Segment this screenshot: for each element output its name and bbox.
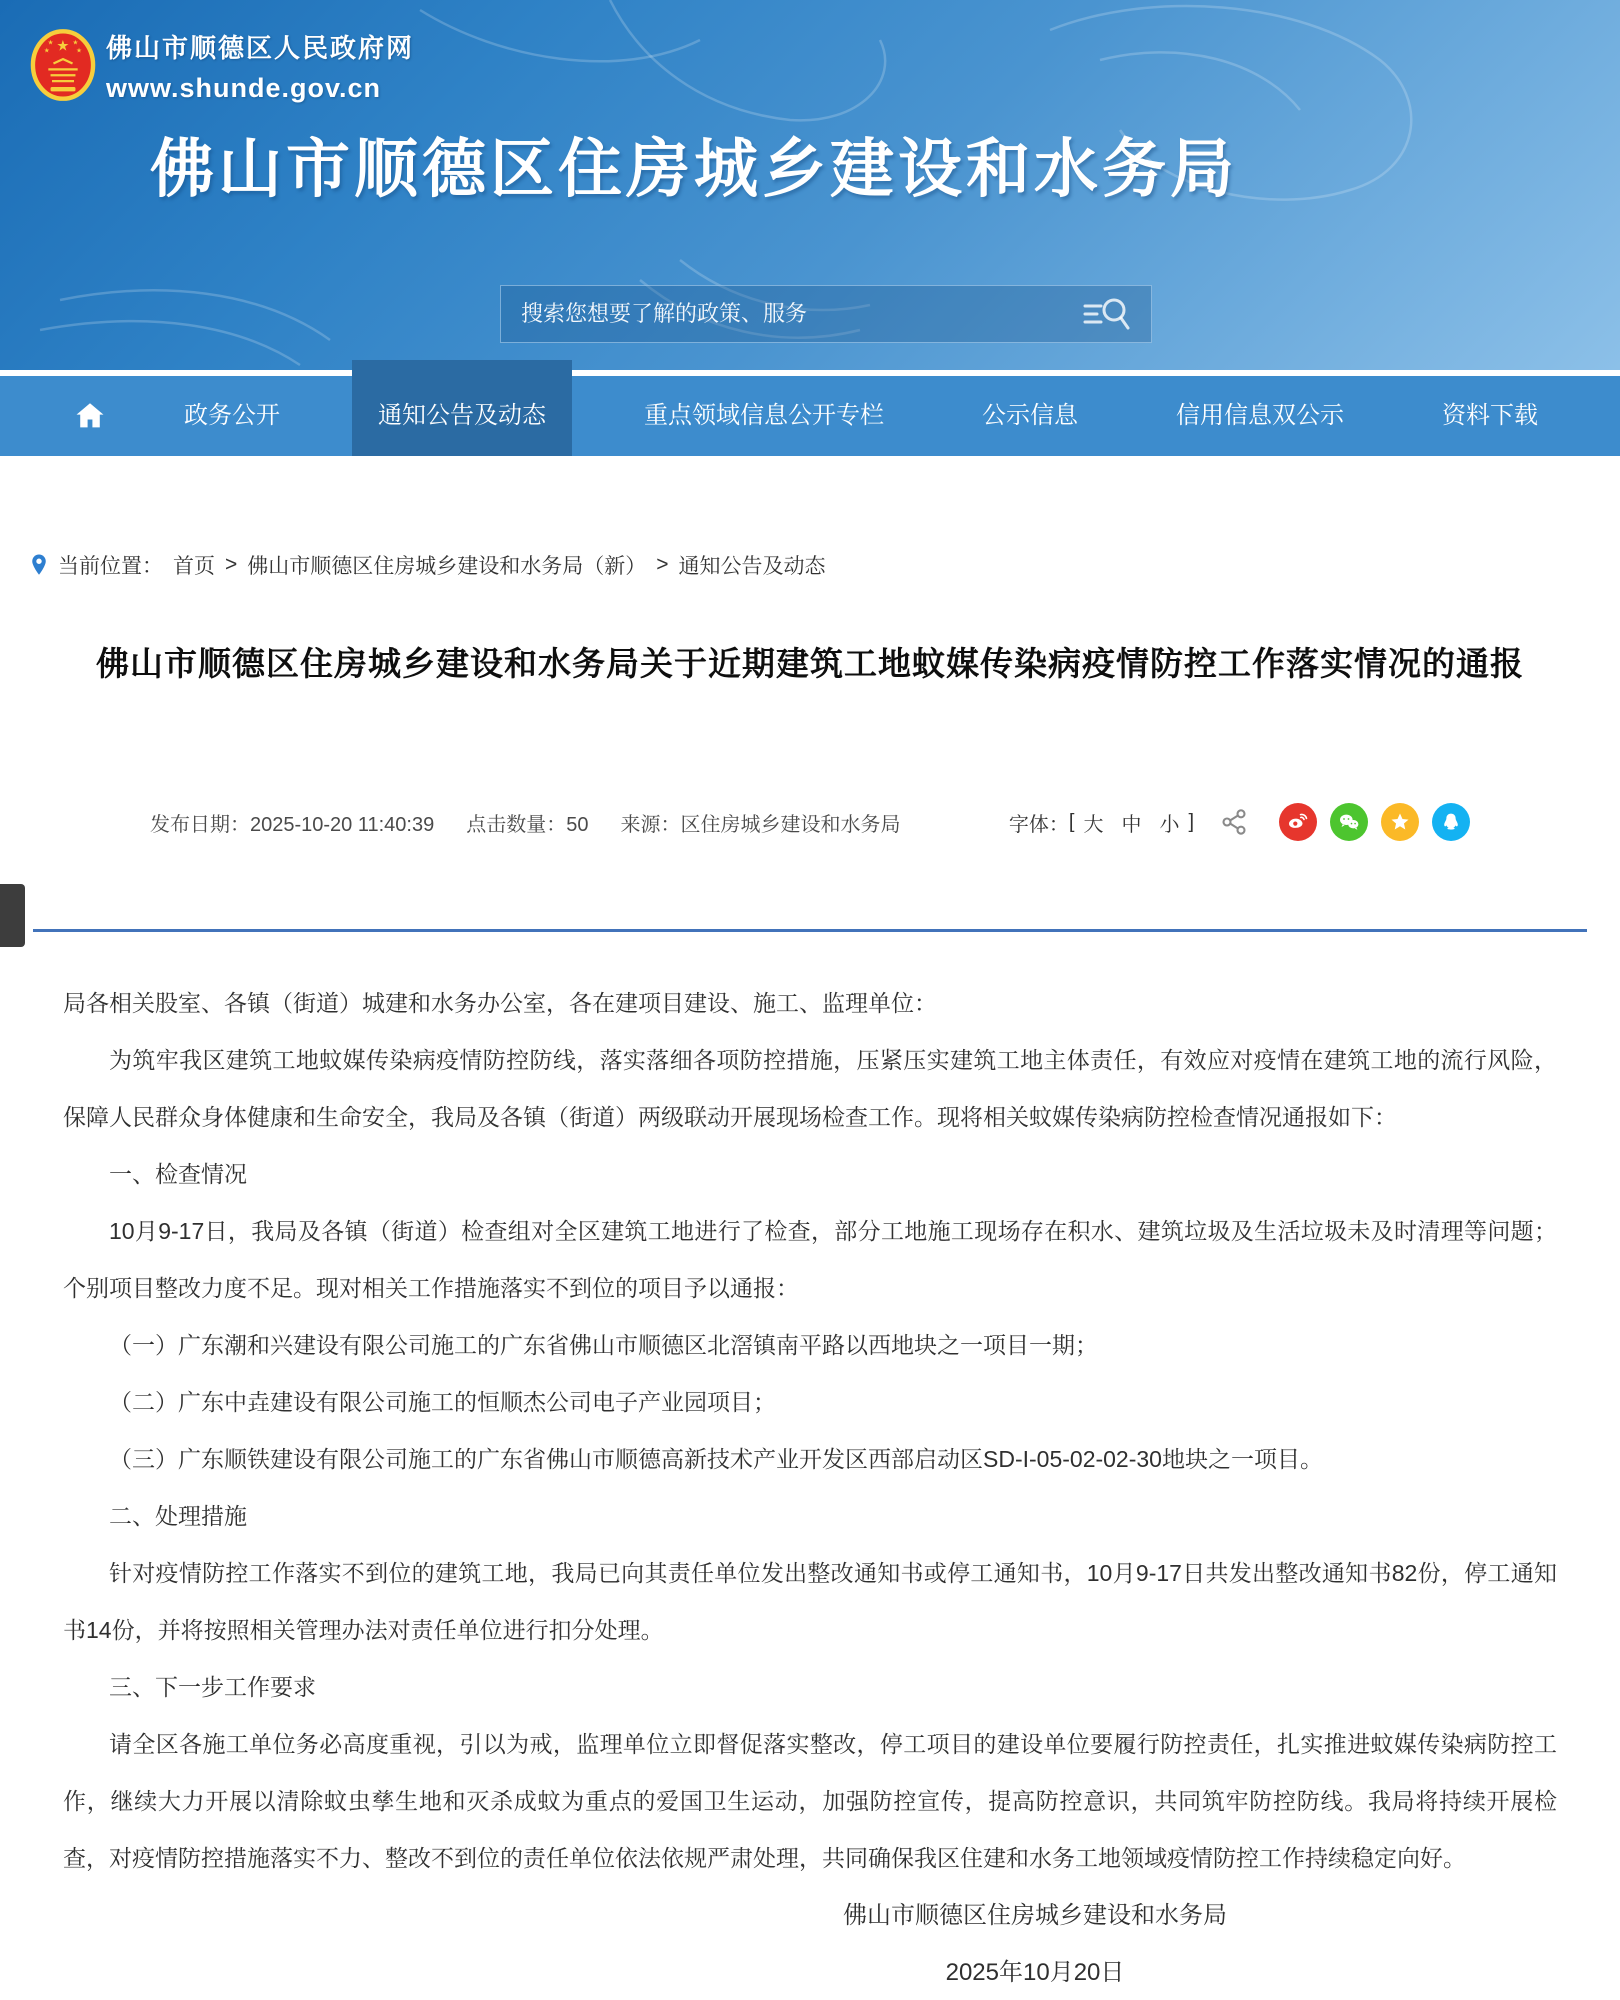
breadcrumb-link[interactable]: 通知公告及动态	[678, 555, 826, 578]
svg-text:★: ★	[56, 38, 70, 55]
breadcrumb-link[interactable]: 首页	[173, 555, 215, 578]
article-paragraph: 三、下一步工作要求	[109, 1674, 316, 1700]
publish-date-label: 发布日期：	[150, 813, 250, 836]
nav-items	[112, 376, 1610, 456]
site-header	[0, 0, 1620, 370]
banner-title: 佛山市顺德区住房城乡建设和水务局	[150, 133, 1238, 205]
svg-text:★: ★	[47, 39, 54, 47]
font-size-medium-button[interactable]: 中	[1121, 813, 1142, 836]
svg-text:★: ★	[76, 47, 83, 55]
side-widget-bar	[0, 884, 25, 947]
font-bracket-close: ]	[1188, 810, 1194, 833]
article-paragraph: （一）广东潮和兴建设有限公司施工的广东省佛山市顺德区北滘镇南平路以西地块之一项目一期；	[109, 1332, 1098, 1358]
nav-item[interactable]: 公示信息	[982, 402, 1078, 429]
article-paragraphs	[63, 975, 1557, 1887]
article-paragraph: 针对疫情防控工作落实不到位的建筑工地，我局已向其责任单位发出整改通知书或停工通知书，10月9-17日共发出整改通知书82份，停工通知书14份，并将按照相关管理办法对责任单位进行扣分处理。	[63, 1560, 1557, 1643]
breadcrumb-separator: >	[656, 553, 669, 576]
article-paragraph: 二、处理措施	[109, 1503, 247, 1529]
title-divider-line	[33, 929, 1587, 932]
qzone-icon[interactable]	[1381, 803, 1419, 841]
article-paragraph: 为筑牢我区建筑工地蚊媒传染病疫情防控防线，落实落细各项防控措施，压紧压实建筑工地主体责任，有效应对疫情在建筑工地的流行风险，保障人民群众身体健康和生命安全，我局及各镇（街道）两级联动开展现场检查工作。现将相关蚊媒传染病防控检查情况通报如下：	[63, 1047, 1557, 1130]
national-emblem-icon	[30, 22, 96, 108]
clicks-label: 点击数量：	[466, 813, 567, 836]
article-title: 佛山市顺德区住房城乡建设和水务局关于近期建筑工地蚊媒传染病疫情防控工作落实情况的通报	[96, 645, 1524, 682]
search-icon[interactable]	[1079, 294, 1133, 334]
article-meta	[150, 808, 932, 837]
font-size-small-button[interactable]: 小	[1159, 813, 1180, 836]
article-paragraph: （二）广东中垚建设有限公司施工的恒顺杰公司电子产业园项目；	[109, 1389, 776, 1415]
location-pin-icon	[30, 552, 48, 578]
main-nav	[0, 376, 1620, 456]
article-paragraph: （三）广东顺铁建设有限公司施工的广东省佛山市顺德高新技术产业开发区西部启动区SD-I-05-02-02-30地块之一项目。	[109, 1446, 1323, 1472]
font-bracket-open: [	[1068, 810, 1075, 833]
article-body	[0, 975, 1620, 2000]
article-paragraph: 10月9-17日，我局及各镇（街道）检查组对全区建筑工地进行了检查，部分工地施工现场存在积水、建筑垃圾及生活垃圾未及时清理等问题；个别项目整改力度不足。现对相关工作措施落实不到位的项目予以通报：	[63, 1218, 1557, 1301]
nav-item[interactable]: 资料下载	[1442, 402, 1538, 429]
site-name: 佛山市顺德区人民政府网	[106, 33, 415, 63]
nav-item[interactable]: 信用信息双公示	[1176, 402, 1344, 429]
breadcrumb-links	[163, 550, 836, 580]
source-value: 区住房城乡建设和水务局	[680, 813, 901, 836]
signature-block	[843, 1887, 1227, 2000]
nav-item[interactable]: 重点领域信息公开专栏	[644, 402, 884, 429]
share-icon[interactable]	[1220, 808, 1248, 836]
svg-text:★: ★	[43, 47, 50, 55]
svg-text:★: ★	[72, 39, 79, 47]
site-url: www.shunde.gov.cn	[106, 73, 382, 103]
article-paragraph: 局各相关股室、各镇（街道）城建和水务办公室，各在建项目建设、施工、监理单位：	[63, 990, 937, 1016]
breadcrumb-link[interactable]: 佛山市顺德区住房城乡建设和水务局（新）	[247, 555, 647, 578]
wechat-icon[interactable]	[1330, 803, 1368, 841]
source-label: 来源：	[620, 813, 681, 836]
publish-date: 2025-10-20 11:40:39	[250, 813, 435, 836]
weibo-icon[interactable]	[1279, 803, 1317, 841]
breadcrumb-separator: >	[225, 553, 238, 576]
font-size-large-button[interactable]: 大	[1083, 813, 1104, 836]
signature-date: 2025年10月20日	[945, 1959, 1125, 1986]
nav-item[interactable]: 通知公告及动态	[352, 376, 572, 456]
font-size-control	[1009, 808, 1194, 837]
breadcrumb	[30, 550, 836, 580]
article-paragraph: 一、检查情况	[109, 1161, 247, 1187]
nav-item[interactable]: 政务公开	[184, 402, 280, 429]
font-size-label: 字体：	[1008, 813, 1069, 836]
article-tools	[1009, 803, 1470, 841]
article-paragraph: 请全区各施工单位务必高度重视，引以为戒，监理单位立即督促落实整改，停工项目的建设单位要履行防控责任，扎实推进蚊媒传染病防控工作，继续大力开展以清除蚊虫孳生地和灭杀成蚊为重点的爱国卫生运动，加强防控宣传，提高防控意识，共同筑牢防控防线。我局将持续开展检查，对疫情防控措施落实不力、整改不到位的责任单位依法依规严肃处理，共同确保我区住建和水务工地领域疫情防控工作持续稳定向好。	[63, 1731, 1557, 1871]
clicks-count: 50	[566, 813, 589, 836]
article-meta-row	[0, 795, 1620, 849]
search-input[interactable]	[501, 286, 1079, 342]
qq-icon[interactable]	[1432, 803, 1470, 841]
breadcrumb-label: 当前位置：	[58, 555, 163, 578]
home-icon[interactable]	[72, 399, 112, 433]
signature-org: 佛山市顺德区住房城乡建设和水务局	[843, 1902, 1227, 1929]
search-box[interactable]	[500, 285, 1152, 343]
